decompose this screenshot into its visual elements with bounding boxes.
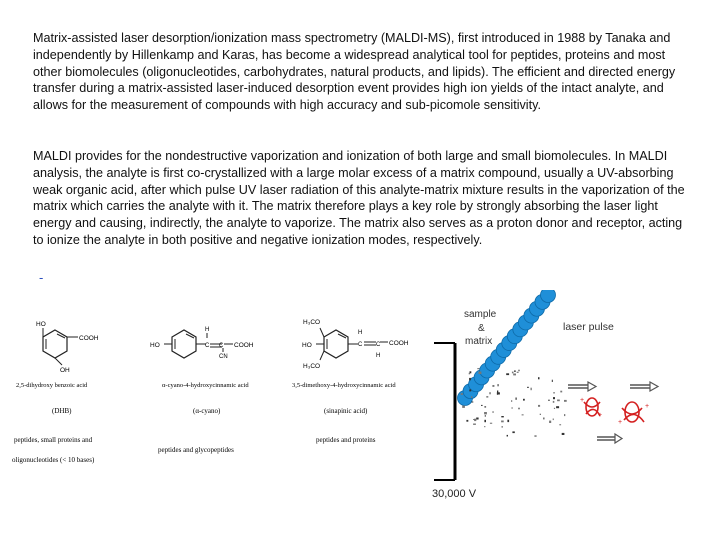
particle [562, 433, 565, 435]
particle [484, 426, 485, 427]
particle [516, 398, 517, 400]
particle [513, 374, 516, 376]
particle [514, 371, 516, 372]
svg-text:+: + [645, 403, 650, 410]
alpha-cyano-ho-label: HO [150, 342, 160, 349]
particle [553, 419, 554, 421]
alpha-cyano-abbr: (α-cyano) [193, 407, 221, 415]
ion-arrows [568, 382, 658, 443]
particle [553, 392, 555, 393]
sinapinic-name: 3,5-dimethoxy-4-hydroxycinnamic acid [292, 382, 396, 389]
sinapinic-use: peptides and proteins [316, 436, 376, 444]
alpha-cyano-c2-label: C [219, 343, 224, 349]
alpha-cyano-cooh-label: COOH [234, 342, 254, 349]
matrix-label: matrix [465, 336, 493, 347]
ion-arrow-1 [568, 382, 596, 391]
sinapinic-c2-label: C [376, 342, 381, 348]
particle [497, 392, 500, 394]
sinapinic-structure [302, 319, 409, 370]
sinapinic-cooh-label: COOH [389, 340, 409, 347]
particle [556, 406, 559, 408]
particle [538, 377, 540, 379]
particle [462, 406, 465, 408]
dhb-oh-label: OH [60, 367, 70, 374]
particle [518, 370, 520, 372]
ion-arrow-2 [630, 382, 658, 391]
particle [484, 412, 487, 414]
particle [474, 419, 476, 421]
particle [557, 400, 560, 402]
laser-pulse-label: laser pulse [563, 321, 614, 333]
particle [534, 435, 536, 437]
particle [469, 389, 471, 391]
particle [471, 396, 472, 398]
svg-text:+: + [580, 397, 585, 404]
particle [559, 424, 561, 425]
dhb-cooh-label: COOH [79, 335, 99, 342]
alpha-cyano-name: α-cyano-4-hydroxycinnamic acid [162, 382, 249, 389]
sinapinic-abbr: (sinapinic acid) [324, 407, 368, 415]
particle [512, 431, 514, 433]
dhb-name: 2,5-dihydroxy benzoic acid [16, 382, 88, 389]
particle [485, 415, 486, 417]
list-dash: - [39, 270, 44, 285]
particle [538, 405, 540, 407]
particle [502, 426, 503, 428]
sinapinic-h3co-bottom-label: H₃CO [303, 363, 321, 370]
dhb-ho-label: HO [36, 321, 46, 328]
alpha-cyano-use: peptides and glycopeptides [158, 446, 234, 454]
particle [543, 418, 545, 420]
alpha-cyano-c1-label: C [205, 343, 210, 349]
particle [518, 408, 519, 410]
particle [481, 405, 483, 406]
maldi-paragraph: MALDI provides for the nondestructive vaporization and ionization of both large and small biomolecules. In MALDI analysis, the analyte is first co-crystallized with a large molar excess of a matrix compound, usually a UV-absorbing weak organic acid, after which pulse UV laser radiation of this analyte-matrix mixture results in the vaporization of the matrix which carries the analyte with it. The matrix therefore plays a key role by strongly absorbing the laser light energy and causing, indirectly, the analyte to vaporize. The matrix also serves as a proton donor and receptor, acting to ionize the analyte in both positive and negative ionization modes, respectively. [33, 149, 685, 247]
particle [507, 420, 509, 422]
particle [553, 397, 555, 399]
particle [511, 400, 512, 402]
alpha-cyano-h-label: H [205, 327, 210, 333]
sinapinic-h3co-top-label: H₃CO [303, 319, 321, 326]
particle [484, 406, 486, 407]
svg-text:+: + [598, 412, 603, 419]
particle [506, 373, 509, 375]
sinapinic-c1-label: C [358, 342, 363, 348]
particle [512, 407, 513, 408]
particle [564, 400, 567, 402]
alpha-cyano-cn-label: CN [219, 354, 228, 360]
particle [493, 411, 494, 413]
particle [484, 420, 486, 422]
particle [552, 380, 553, 382]
ampersand-label: & [478, 323, 485, 334]
particle [473, 424, 476, 425]
particle [553, 401, 555, 403]
particle [540, 414, 541, 415]
dhb-use-line-1: peptides, small proteins and [14, 436, 93, 444]
particle [466, 420, 468, 422]
intro-paragraph: Matrix-assisted laser desorption/ionization mass spectrometry (MALDI-MS), first introduced in 1988 by Tanaka and independently by Hillenkamp and Karas, has become a widespread analytical tool for peptides, proteins and most other biomolecules (oligonucleotides, carbohydrates, natural products, and lipids). The efficient and directed energy transfer during a matrix-assisted laser-induced desorption event provides high ion yields of the intact analyte, and allows for the measurement of compounds with high accuracy and sub-picomole sensitivity. [33, 31, 676, 113]
sinapinic-ho-label: HO [302, 342, 312, 349]
particle [501, 416, 504, 417]
particle [522, 414, 524, 415]
maldi-figure [0, 290, 720, 520]
particle [469, 373, 470, 375]
particle [489, 392, 491, 394]
dhb-structure [36, 321, 99, 374]
particle [564, 414, 565, 416]
particle [501, 421, 504, 423]
particle [461, 393, 463, 395]
particle [497, 384, 499, 386]
svg-text:+: + [618, 419, 623, 426]
particle [517, 372, 519, 373]
particle [554, 408, 555, 409]
laser-beam-beads [458, 290, 556, 406]
ion-arrow-3 [597, 434, 622, 443]
dhb-use-line-2: oligonucleotides (< 10 bases) [12, 456, 95, 464]
analyte-ion-2 [618, 402, 649, 426]
particle [548, 400, 550, 401]
particle [469, 378, 471, 380]
particle [492, 385, 494, 387]
particle [512, 372, 514, 374]
particle [490, 423, 492, 424]
particle [523, 399, 525, 401]
alpha-cyano-structure [150, 327, 254, 360]
particle [560, 391, 562, 393]
sample-label: sample [464, 309, 497, 320]
sinapinic-h2-label: H [376, 353, 381, 359]
voltage-label: 30,000 V [432, 488, 477, 500]
laser-bead [541, 290, 556, 303]
particle [477, 368, 479, 369]
sinapinic-h1-label: H [358, 330, 363, 336]
dhb-abbr: (DHB) [52, 407, 72, 415]
particle [507, 435, 508, 437]
analyte-ion-1 [580, 397, 602, 419]
particle [531, 388, 532, 391]
particle [479, 372, 482, 375]
particle [527, 387, 529, 388]
particle [486, 396, 488, 398]
particle [472, 402, 474, 403]
particle [476, 418, 478, 420]
particle [549, 421, 551, 423]
